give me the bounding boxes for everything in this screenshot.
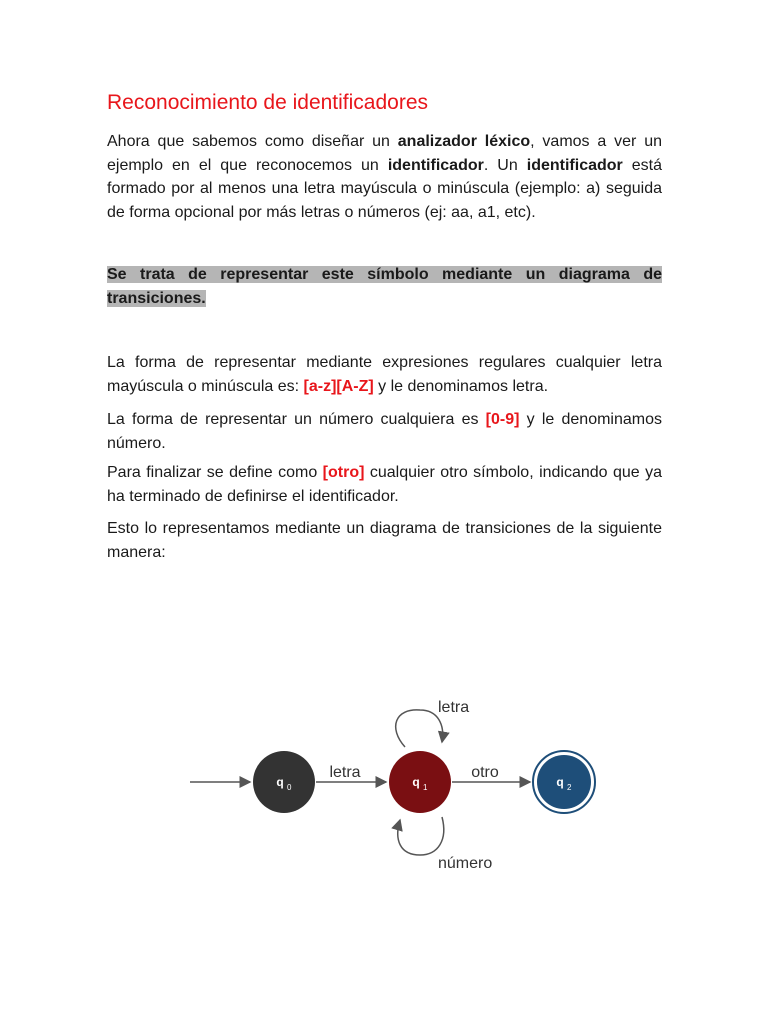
intro-text-3: . Un bbox=[483, 156, 527, 174]
highlight-paragraph bbox=[107, 263, 662, 310]
intro-bold-2: identificador bbox=[387, 156, 484, 174]
number-paragraph bbox=[107, 408, 662, 455]
outro-paragraph: Esto lo representamos mediante un diagrama de transiciones de la siguiente manera: bbox=[107, 520, 662, 561]
state-q2-label: q bbox=[556, 775, 564, 789]
state-q2-circle bbox=[537, 755, 591, 809]
letter-paragraph bbox=[107, 351, 662, 398]
intro-bold-3: identificador bbox=[526, 156, 623, 174]
label-loop-bottom: número bbox=[438, 855, 493, 872]
state-q1-label: q bbox=[412, 775, 420, 789]
state-q1-subscript: 1 bbox=[423, 783, 428, 792]
loop-bottom-arrow bbox=[398, 817, 444, 855]
intro-text-4: está formado por al menos una letra mayúscula o minúscula (ejemplo: a) seguida de forma opcional por más letras o números (ej: aa, a1, etc). bbox=[107, 156, 663, 221]
state-q1-circle bbox=[389, 751, 451, 813]
label-q0-q1: letra bbox=[329, 764, 361, 781]
state-q2 bbox=[533, 751, 595, 813]
intro-text-2: , vamos a ver un ejemplo en el que reconocemos un bbox=[107, 133, 662, 174]
highlight-text: Se trata de representar este símbolo mediante un diagrama de transiciones. bbox=[107, 266, 662, 307]
other-paragraph bbox=[107, 461, 662, 508]
label-loop-top: letra bbox=[438, 699, 470, 716]
letter-regex: [a-z][A-Z] bbox=[303, 377, 374, 395]
page-title: Reconocimiento de identificadores bbox=[107, 91, 429, 114]
state-q1 bbox=[389, 751, 451, 813]
state-q0-circle bbox=[253, 751, 315, 813]
intro-text-1: Ahora que sabemos como diseñar un bbox=[107, 133, 398, 150]
transition-diagram bbox=[180, 680, 600, 880]
label-q1-q2: otro bbox=[471, 764, 499, 781]
state-q0-label: q bbox=[276, 775, 284, 789]
other-text-2: cualquier otro símbolo, indicando que ya ha terminado de definirse el identificador. bbox=[107, 464, 663, 505]
number-regex: [0-9] bbox=[485, 411, 520, 428]
number-text-1: La forma de representar un número cualquiera es bbox=[107, 411, 486, 428]
other-text-1: Para finalizar se define como bbox=[107, 464, 323, 481]
state-q2-subscript: 2 bbox=[567, 783, 572, 792]
intro-bold-1: analizador léxico bbox=[397, 133, 531, 150]
state-q0-subscript: 0 bbox=[287, 783, 292, 792]
number-text-2: y le denominamos número. bbox=[107, 411, 662, 452]
loop-top-arrow bbox=[396, 710, 443, 747]
letter-text-2: y le denominamos letra. bbox=[373, 377, 549, 395]
other-regex: [otro] bbox=[322, 464, 365, 481]
letter-text-1: La forma de representar mediante expresiones regulares cualquier letra mayúscula o minúscula es: bbox=[107, 354, 662, 395]
intro-paragraph bbox=[107, 130, 662, 224]
state-q0 bbox=[253, 751, 315, 813]
